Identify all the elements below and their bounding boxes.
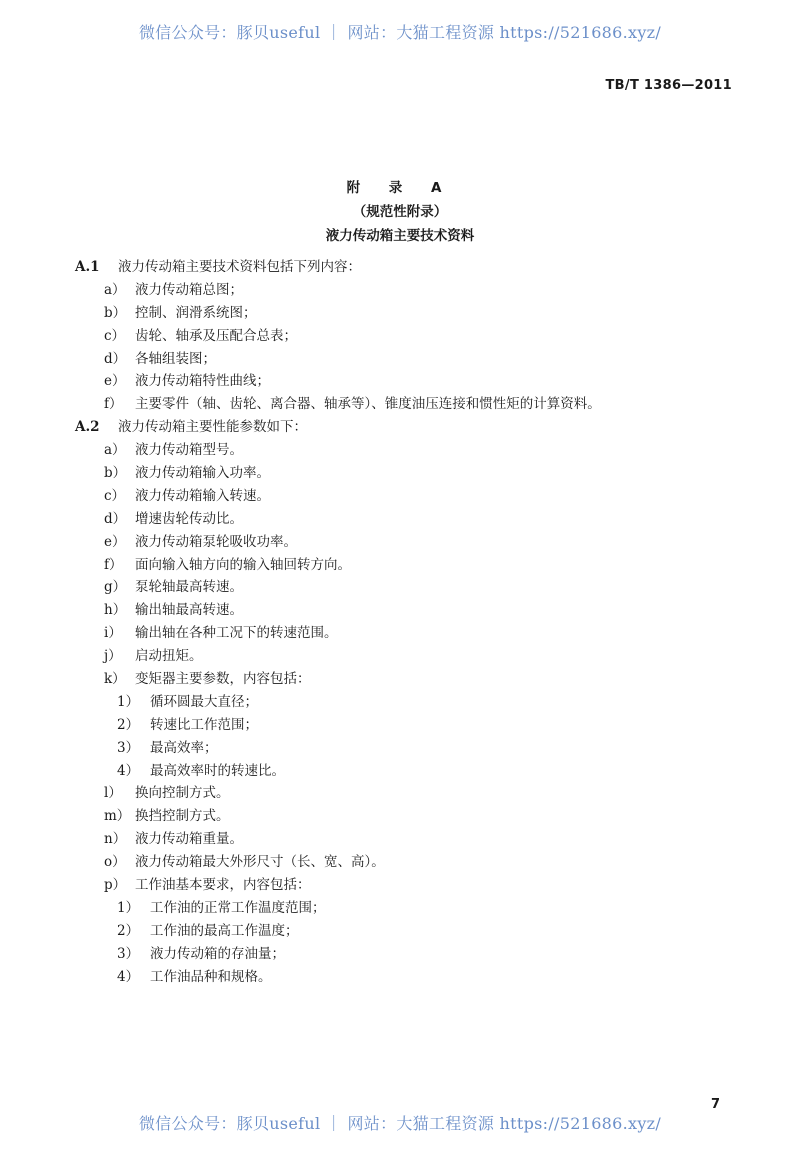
list-item	[0, 782, 800, 805]
list-item	[0, 531, 800, 554]
item-text: 各轴组装图；	[135, 350, 216, 367]
item-label: o）	[104, 854, 126, 871]
item-text: 换挡控制方式。	[135, 808, 230, 825]
item-text: 面向输入轴方向的输入轴回转方向。	[135, 556, 351, 573]
item-label: a）	[104, 442, 126, 459]
subitem-text: 转速比工作范围；	[150, 716, 258, 733]
item-text: 齿轮、轴承及压配合总表；	[135, 327, 297, 344]
list-item	[0, 485, 800, 508]
item-label: f）	[104, 556, 123, 573]
item-label: c）	[104, 487, 126, 504]
sub-list-item	[0, 966, 800, 989]
subitem-label: 4）	[117, 968, 140, 985]
item-text: 液力传动箱型号。	[135, 442, 243, 459]
item-text: 控制、润滑系统图；	[135, 304, 257, 321]
item-text: 工作油基本要求，内容包括：	[135, 877, 311, 894]
item-label: n）	[104, 831, 127, 848]
watermark-bottom: 微信公众号：豚贝useful ｜ 网站：大猫工程资源 https://521686.xyz/	[138, 1114, 662, 1133]
section-number: A.1	[75, 259, 100, 275]
sub-list-item	[0, 691, 800, 714]
item-text: 液力传动箱总图；	[135, 281, 243, 298]
item-text: 输出轴在各种工况下的转速范围。	[135, 625, 338, 642]
list-item	[0, 393, 800, 416]
document-code: TB/T 1386—2011	[605, 78, 732, 93]
document-body	[0, 256, 800, 989]
subitem-label: 3）	[117, 945, 140, 962]
list-item	[0, 668, 800, 691]
item-label: d）	[104, 350, 127, 367]
item-label: a）	[104, 281, 126, 298]
list-item	[0, 462, 800, 485]
subitem-text: 工作油品种和规格。	[150, 968, 272, 985]
item-label: k）	[104, 671, 126, 688]
list-item	[0, 828, 800, 851]
item-label: m）	[104, 808, 131, 825]
item-label: p）	[104, 877, 127, 894]
sub-list-item	[0, 737, 800, 760]
item-label: i）	[104, 625, 122, 642]
item-label: l）	[104, 785, 122, 802]
subitem-label: 4）	[117, 762, 140, 779]
list-item	[0, 508, 800, 531]
sub-list-item	[0, 760, 800, 783]
list-item	[0, 370, 800, 393]
item-label: g）	[104, 579, 127, 596]
sub-list-item	[0, 943, 800, 966]
section-a2-heading	[0, 416, 800, 439]
appendix-name: 液力传动箱主要技术资料	[325, 228, 475, 244]
list-item	[0, 645, 800, 668]
subitem-text: 工作油的正常工作温度范围；	[150, 899, 326, 916]
item-text: 液力传动箱特性曲线；	[135, 373, 270, 390]
appendix-label: 附 录 A	[346, 180, 454, 196]
subitem-label: 2）	[117, 716, 140, 733]
item-label: b）	[104, 304, 127, 321]
subitem-label: 3）	[117, 739, 140, 756]
item-label: h）	[104, 602, 127, 619]
list-item	[0, 439, 800, 462]
item-text: 主要零件（轴、齿轮、离合器、轴承等）、锥度油压连接和惯性矩的计算资料。	[135, 396, 601, 413]
subitem-text: 最高效率时的转速比。	[150, 762, 285, 779]
subitem-text: 最高效率；	[150, 739, 218, 756]
page-number: 7	[710, 1097, 720, 1112]
list-item	[0, 805, 800, 828]
section-a1-heading	[0, 256, 800, 279]
appendix-title-block	[0, 176, 800, 248]
item-text: 液力传动箱最大外形尺寸（长、宽、高）。	[135, 854, 385, 871]
sub-list-item	[0, 714, 800, 737]
list-item	[0, 279, 800, 302]
section-text: 液力传动箱主要性能参数如下：	[118, 419, 307, 436]
item-text: 增速齿轮传动比。	[135, 510, 243, 527]
item-text: 液力传动箱重量。	[135, 831, 243, 848]
item-text: 启动扭矩。	[135, 648, 203, 665]
list-item	[0, 348, 800, 371]
item-label: e）	[104, 533, 126, 550]
list-item	[0, 622, 800, 645]
subitem-text: 循环圆最大直径；	[150, 693, 258, 710]
item-label: e）	[104, 373, 126, 390]
list-item	[0, 851, 800, 874]
item-label: d）	[104, 510, 127, 527]
item-label: f）	[104, 396, 123, 413]
subitem-text: 液力传动箱的存油量；	[150, 945, 285, 962]
item-text: 液力传动箱输入功率。	[135, 465, 270, 482]
list-item	[0, 599, 800, 622]
item-text: 输出轴最高转速。	[135, 602, 243, 619]
item-text: 液力传动箱输入转速。	[135, 487, 270, 504]
subitem-label: 1）	[117, 899, 140, 916]
sub-list-item	[0, 897, 800, 920]
watermark-top: 微信公众号：豚贝useful ｜ 网站：大猫工程资源 https://521686.xyz/	[138, 23, 662, 42]
list-item	[0, 554, 800, 577]
list-item	[0, 302, 800, 325]
item-text: 泵轮轴最高转速。	[135, 579, 243, 596]
list-item	[0, 325, 800, 348]
list-item	[0, 874, 800, 897]
list-item	[0, 576, 800, 599]
subitem-label: 1）	[117, 693, 140, 710]
item-text: 换向控制方式。	[135, 785, 230, 802]
item-label: j）	[104, 648, 122, 665]
item-text: 变矩器主要参数，内容包括：	[135, 671, 311, 688]
subitem-text: 工作油的最高工作温度；	[150, 922, 299, 939]
section-number: A.2	[75, 419, 100, 436]
section-text: 液力传动箱主要技术资料包括下列内容：	[118, 259, 361, 275]
subitem-label: 2）	[117, 922, 140, 939]
item-label: c）	[104, 327, 126, 344]
sub-list-item	[0, 920, 800, 943]
appendix-type: （规范性附录）	[352, 204, 448, 220]
item-text: 液力传动箱泵轮吸收功率。	[135, 533, 297, 550]
item-label: b）	[104, 465, 127, 482]
